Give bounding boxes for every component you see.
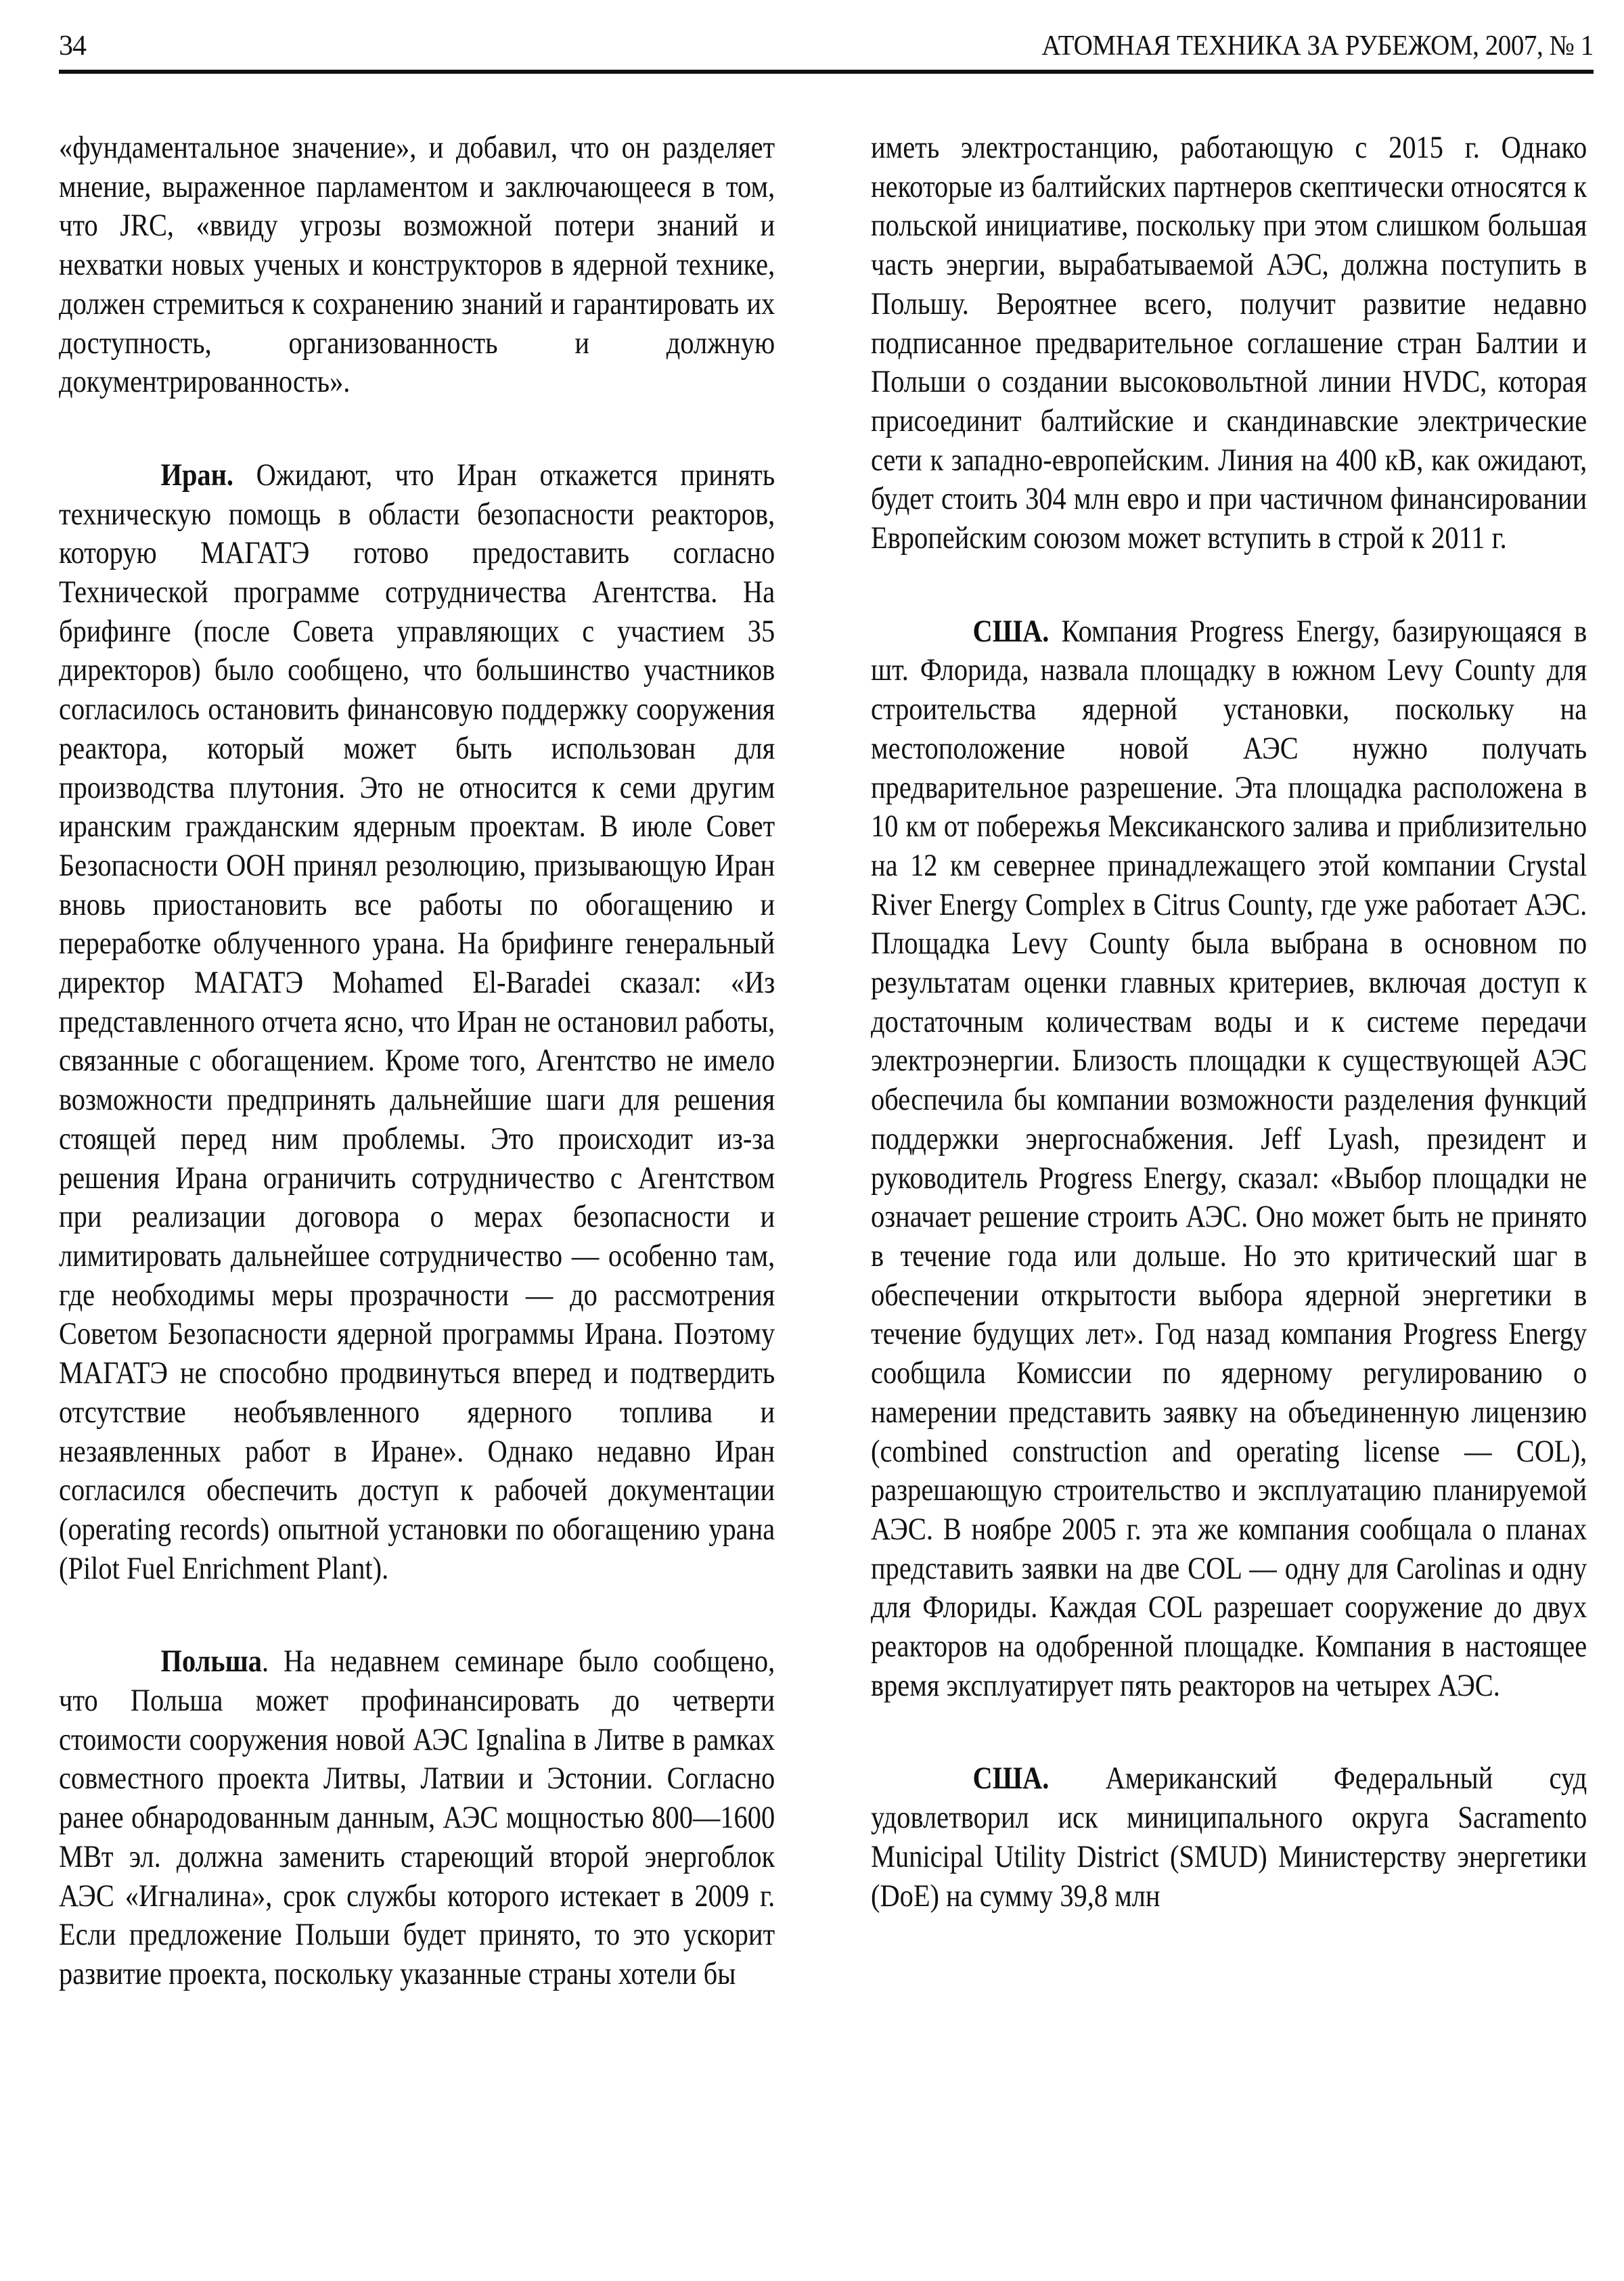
paragraph-text: Компания Progress Energy, базирующаяся в шт. Флорида, назвала площадку в южном Levy County для строительства ядерной установки, поскольку на местоположение новой АЭС нужно получать предварительное разрешение. Эта площадка расположена в 10 км от побережья Мексиканского залива и приблизительно на 12 км севернее принадлежащего этой компании Crystal River Energy Complex в Citrus County, где уже работает АЭС. Площадка Levy County была выбрана в основном по результатам оценки главных критериев, включая доступ к достаточным количествам воды и к системе передачи электроэнергии. Близость площадки к существующей АЭС обеспечила бы компании возможности разделения функций поддержки энергоснабжения. Jeff Lyash, президент и руководитель Progress Energy, сказал: «Выбор площадки не означает решение строить АЭС. Оно может быть не принято в течение года или дольше. Но это критический шаг в обеспечении открытости выбора ядерной энергетики в течение будущих лет». Год назад компания Progress Energy сообщила Комиссии по ядерному регулированию о намерении представить заявку на объединенную лицензию (combined construction and operating license — COL), разрешающую строительство и эксплуатацию планируемой АЭС. В ноябре 2005 г. эта же компания сообщала о планах представить заявки на две COL — одну для Carolinas и одну для Флориды. Каждая COL разрешает сооружение до двух реакторов на одобренной площадке. Компания в настоящее время эксплуатирует пять реакторов на четырех АЭС. <box>871 613 1587 1703</box>
paragraph-gap <box>871 1705 1587 1759</box>
section-heading-usa: США. <box>972 613 1050 649</box>
section-heading-usa: США. <box>972 1761 1050 1797</box>
section-heading-iran: Иран. <box>160 457 234 493</box>
paragraph-gap <box>871 558 1587 612</box>
paragraph-text: иметь электростанцию, работающую с 2015 г. Однако некоторые из балтийских партнеров скептически относятся к польской инициативе, поскольку при этом слишком большая часть энергии, вырабатываемой АЭС, должна поступить в Польшу. Вероятнее всего, получит развитие недавно подписанное предварительное соглашение стран Балтии и Польши о создании высоковольтной линии HVDC, которая присоединит балтийские и скандинавские электрические сети к западно-европейским. Линия на 400 кВ, как ожидают, будет стоить 304 млн евро и при частичном финансировании Европейским союзом может вступить в строй к 2011 г. <box>871 130 1587 556</box>
paragraph-gap <box>59 1588 775 1642</box>
iran-section <box>59 456 775 1588</box>
paragraph-text: . На недавнем семинаре было сообщено, что Польша может профинансировать до четверти стоимости сооружения новой АЭС Ignalina в Литве в рамках совместного проекта Литвы, Латвии и Эстонии. Согласно ранее обнародованным данным, АЭС мощностью 800—1600 МВт эл. должна заменить стареющий второй энергоблок АЭС «Игналина», срок службы которого истекает в 2009 г. Если предложение Польши будет принято, то это ускорит развитие проекта, поскольку указанные страны хотели бы <box>59 1644 775 1991</box>
usa-smud-section <box>871 1759 1587 1916</box>
paragraph-text: Ожидают, что Иран откажется принять техническую помощь в области безопасности реакторов, которую МАГАТЭ готово предоставить согласно Технической программе сотрудничества Агентства. На брифинге (после Совета управляющих с участием 35 директоров) было сообщено, что большинство участников согласилось остановить финансовую поддержку сооружения реактора, который может быть использован для производства плутония. Это не относится к семи другим иранским гражданским ядерным проектам. В июле Совет Безопасности ООН принял резолюцию, призывающую Иран вновь приостановить все работы по обогащению и переработке облученного урана. На брифинге генеральный директор МАГАТЭ Mohamed El-Baradei сказал: «Из представленного отчета ясно, что Иран не остановил работы, связанные с обогащением. Кроме того, Агентство не имело возможности предпринять дальнейшие шаги для решения стоящей перед ним проблемы. Это происходит из-за решения Ирана ограничить сотрудничество с Агентством при реализации договора о мерах безопасности и лимитировать дальнейшее сотрудничество — особенно там, где необходимы меры прозрачности — до рассмотрения Советом Безопасности ядерной программы Ирана. Поэтому МАГАТЭ не способно продвинуться вперед и подтвердить отсутствие необъявленного ядерного топлива и незаявленных работ в Иране». Однако недавно Иран согласился обеспечить доступ к рабочей документации (operating records) опытной установки по обогащению урана (Pilot Fuel Enrichment Plant). <box>59 457 775 1586</box>
poland-section <box>59 1642 775 1993</box>
section-heading-poland: Польша <box>160 1644 263 1679</box>
paragraph-gap <box>59 402 775 456</box>
journal-title: АТОМНАЯ ТЕХНИКА ЗА РУБЕЖОМ, 2007, № 1 <box>1041 30 1594 62</box>
header-rule <box>59 70 1594 74</box>
page-header <box>59 26 1594 73</box>
continuation-paragraph <box>871 129 1587 558</box>
right-column <box>871 129 1587 1916</box>
paragraph-text: Американский Федеральный суд удовлетворил иск миниципального округа Sacramento Municipal Utility District (SMUD) Министерству энергетики (DoE) на сумму 39,8 млн <box>871 1761 1587 1914</box>
paragraph-text: «фундаментальное значение», и добавил, что он разделяет мнение, выраженное парламентом и заключающееся в том, что JRC, «ввиду угрозы возможной потери знаний и нехватки новых ученых и конструкторов в ядерной технике, должен стремиться к сохранению знаний и гарантировать их доступность, организованность и должную документрированность». <box>59 130 775 400</box>
page-number: 34 <box>59 30 86 62</box>
continuation-paragraph <box>59 129 775 402</box>
left-column <box>59 129 775 1994</box>
usa-progress-section <box>871 612 1587 1706</box>
